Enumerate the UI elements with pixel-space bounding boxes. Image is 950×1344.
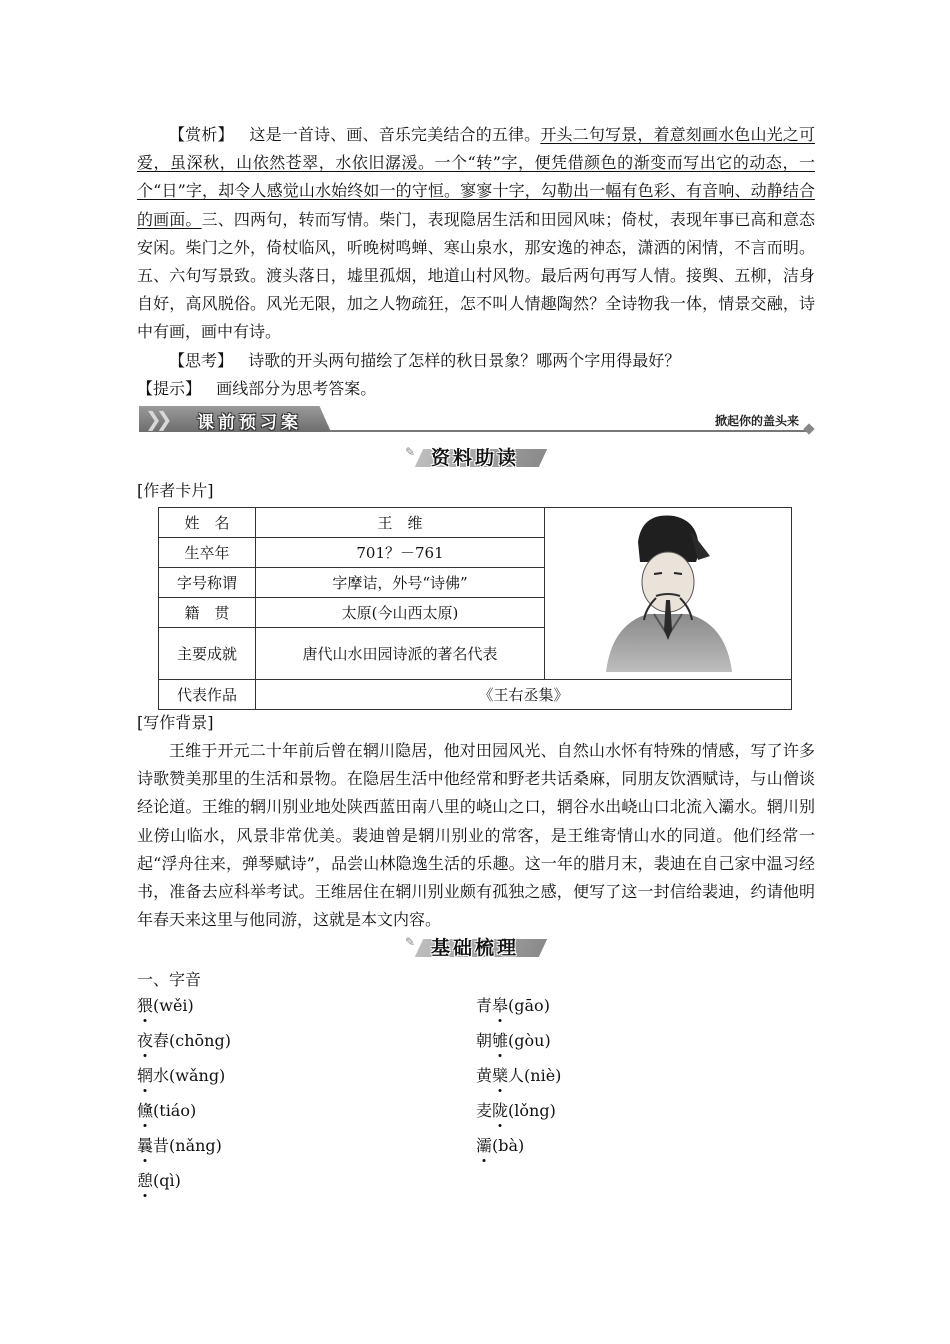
table-key: 姓 名 — [159, 508, 256, 538]
list-item — [137, 1066, 225, 1086]
underlined-answer: 开头二句写景，着意刻画水色山光之可爱，虽深秋，山依然苍翠，水依旧潺湲。一个“转”字，便凭借颜色的渐变而写出它的动态，一个“日”字，却令人感觉山水始终如一的守恒。寥寥十字，勾勒出一幅有色彩、有音响、动静结合的画面。 — [137, 125, 815, 229]
author-card-heading: [作者卡片] — [137, 481, 214, 500]
think-line — [137, 347, 815, 375]
pinyin-text: (qì) — [153, 1171, 181, 1190]
table-value: 字摩诘，外号“诗佛” — [256, 568, 545, 598]
dotted-char: 猥 — [137, 996, 154, 1015]
dotted-char: 雊 — [492, 1031, 509, 1050]
char-rest: 人 — [508, 1066, 525, 1085]
section-title: 资料助读 — [431, 447, 520, 469]
pinyin-text: (nǎng) — [169, 1136, 222, 1155]
table-key: 主要成就 — [159, 628, 256, 680]
list-item — [137, 1031, 231, 1051]
char-pre: 黄 — [476, 1066, 493, 1085]
table-value: 唐代山水田园诗派的著名代表 — [256, 628, 545, 680]
table-key: 字号称谓 — [159, 568, 256, 598]
list-item — [476, 996, 550, 1016]
list-item — [137, 1136, 222, 1156]
author-table — [158, 507, 792, 710]
table-value: 701？－761 — [256, 538, 545, 568]
list-item — [137, 996, 194, 1016]
char-pre: 青 — [476, 996, 493, 1015]
appreciation-intro: 这是一首诗、画、音乐完美结合的五律。 — [249, 125, 541, 144]
char-rest: 水 — [153, 1066, 170, 1085]
dotted-char: 夜 — [137, 1031, 154, 1050]
think-label: 【思考】 — [169, 350, 234, 370]
table-key: 代表作品 — [159, 680, 256, 710]
pencil-icon: ✎ — [405, 935, 416, 949]
pinyin-text: (niè) — [524, 1066, 562, 1085]
dotted-char: 灞 — [476, 1136, 493, 1155]
appreciation-paragraph — [137, 121, 815, 347]
think-question: 诗歌的开头两句描绘了怎样的秋日景象？哪两个字用得最好？ — [248, 350, 681, 370]
pinyin-text: (gāo) — [508, 996, 550, 1015]
section-title: 基础梳理 — [431, 937, 520, 959]
table-key: 籍 贯 — [159, 598, 256, 628]
hint-text: 画线部分为思考答案。 — [216, 378, 377, 398]
appreciation-label: 【赏析】 — [169, 125, 234, 144]
background-paragraph: 王维于开元二十年前后曾在辋川隐居，他对田园风光、自然山水怀有特殊的情感，写了许多诗歌赞美那里的生活和景物。在隐居生活中他经常和野老共话桑麻，同朋友饮酒赋诗，与山僧谈经论道。王维的辋川别业地处陕西蓝田南八里的峣山之口，辋谷水出峣山口北流入灞水。辋川别业傍山临水，风景非常优美。裴迪曾是辋川别业的常客，是王维寄情山水的同道。他们经常一起“浮舟往来，弹琴赋诗”，品尝山林隐逸生活的乐趣。这一年的腊月末，裴迪在自己家中温习经书，准备去应科举考试。王维居住在辋川别业颇有孤独之感，便写了这一封信给裴迪，约请他明年春天来这里与他同游，这就是本文内容。 — [137, 741, 815, 930]
table-row — [159, 508, 792, 538]
pinyin-text: (wěi) — [153, 996, 194, 1015]
appreciation-block — [137, 121, 815, 403]
hint-label: 【提示】 — [137, 378, 202, 398]
list-item — [476, 1101, 556, 1121]
pinyin-text: (lǒng) — [508, 1101, 556, 1120]
pencil-icon: ✎ — [405, 445, 416, 459]
char-rest: 昔 — [153, 1136, 170, 1155]
table-key: 生卒年 — [159, 538, 256, 568]
banner-rule — [329, 430, 809, 432]
background-heading: [写作背景] — [137, 713, 214, 732]
portrait-cell — [545, 508, 792, 680]
banner-slogan: 掀起你的盖头来 — [714, 414, 799, 428]
table-value: 王 维 — [256, 508, 545, 538]
appreciation-rest: 三、四两句，转而写情。柴门，表现隐居生活和田园风味；倚杖，表现年事已高和意态安闲。柴门之外，倚杖临风，听晚树鸣蝉、寒山泉水，那安逸的神态，潇洒的闲情，不言而明。五、六句写景致。渡头落日，墟里孤烟，地道山村风物。最后两句再写人情。接舆、五柳，洁身自好，高风脱俗。风光无限，加之人物疏狂，怎不叫人情趣陶然？全诗物我一体，情景交融，诗中有画，画中有诗。 — [137, 209, 815, 342]
pinyin-text: (wǎng) — [169, 1066, 226, 1085]
pinyin-text: (gòu) — [508, 1031, 551, 1050]
pinyin-text: (chōng) — [169, 1031, 231, 1050]
section-heading-materials — [405, 443, 555, 469]
list-item — [476, 1136, 524, 1156]
list-item — [476, 1031, 551, 1051]
char-pre: 麦 — [476, 1101, 493, 1120]
table-value: 《王右丞集》 — [256, 680, 792, 710]
pinyin-text: (bà) — [492, 1136, 525, 1155]
list-item — [137, 1171, 181, 1191]
table-value: 太原(今山西太原) — [256, 598, 545, 628]
list-item — [137, 1101, 196, 1121]
section-heading-basics — [405, 933, 555, 959]
dotted-char: 皋 — [492, 996, 509, 1015]
pinyin-text: (tiáo) — [153, 1101, 197, 1120]
dotted-char: 憩 — [137, 1171, 154, 1190]
dotted-char: 曩 — [137, 1136, 154, 1155]
background-block — [137, 709, 815, 934]
list-item — [476, 1066, 561, 1086]
char-pre: 朝 — [476, 1031, 493, 1050]
char-rest: 舂 — [153, 1031, 170, 1050]
banner-title: 课前预习案 — [197, 413, 302, 433]
dotted-char: 儵 — [137, 1101, 154, 1120]
dotted-char: 檗 — [492, 1066, 509, 1085]
dotted-char: 辋 — [137, 1066, 154, 1085]
preview-banner — [139, 406, 815, 433]
chevron-double-icon: ❯❯ — [145, 407, 167, 431]
hint-line — [137, 375, 815, 403]
table-row — [159, 680, 792, 710]
dotted-char: 陇 — [492, 1101, 509, 1120]
diamond-icon — [803, 423, 814, 434]
portrait-image — [598, 512, 738, 672]
pinyin-heading: 一、字音 — [137, 970, 202, 989]
